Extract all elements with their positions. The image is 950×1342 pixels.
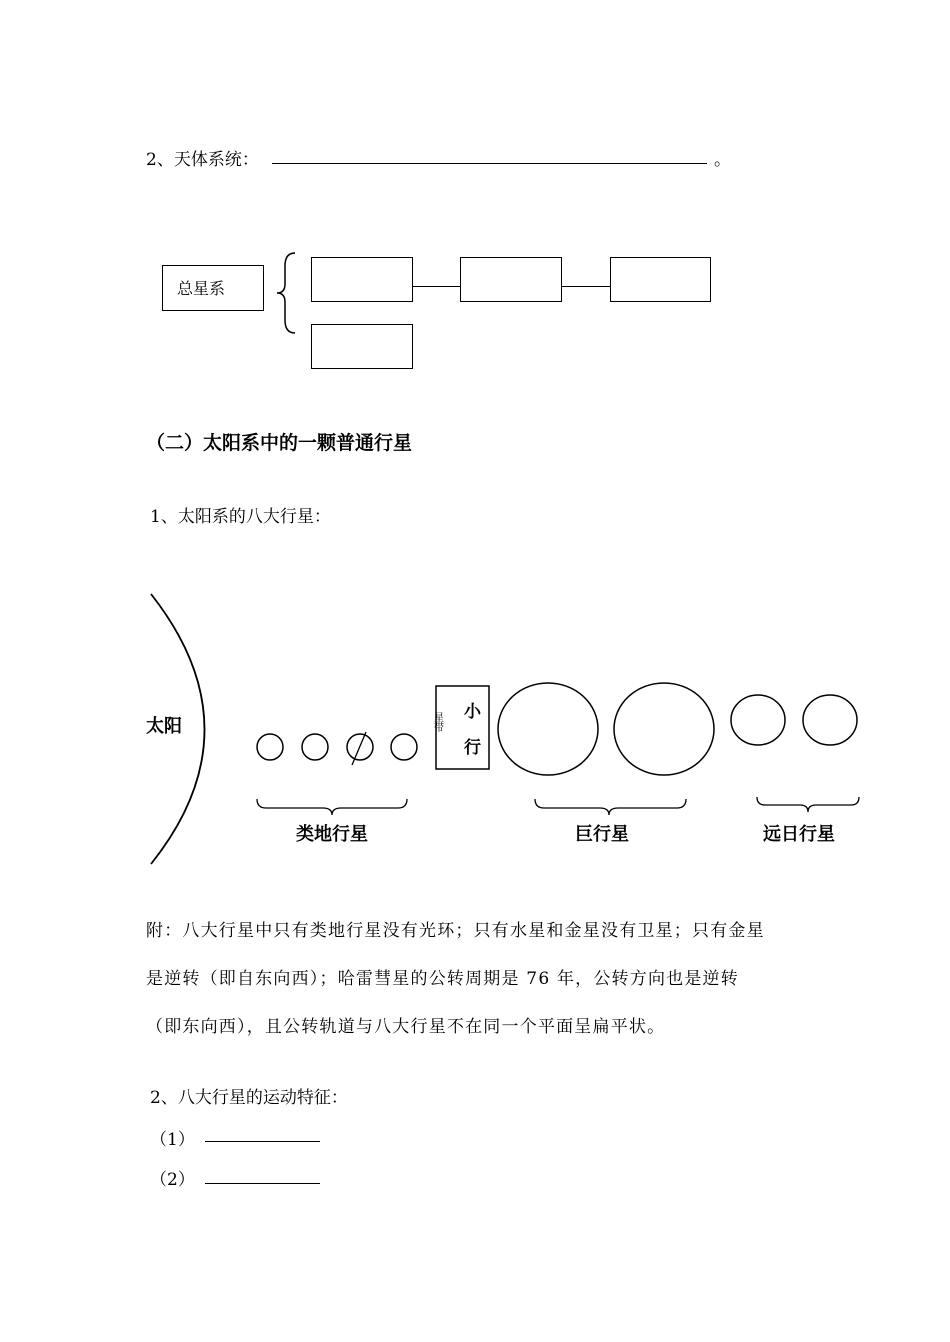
q2-label: 2、八大行星的运动特征： [150, 1088, 348, 1108]
section2-answer-line[interactable] [272, 163, 707, 164]
distant-brace [757, 797, 859, 812]
planet-jupiter [498, 683, 598, 775]
connector-1 [413, 286, 460, 287]
connector-2 [562, 286, 610, 287]
section2-label: 2、天体系统： [146, 150, 259, 170]
giant-brace [535, 799, 686, 815]
answer-box-4[interactable] [311, 324, 413, 369]
section-heading: （二）太阳系中的一颗普通行星 [146, 432, 413, 454]
planet-mars [391, 734, 417, 760]
note-line-2: 是逆转（即自东向西）；哈雷彗星的公转周期是 76 年，公转方向也是逆转 [146, 969, 739, 989]
note-line-3: （即东向西），且公转轨道与八大行星不在同一个平面呈扁平状。 [146, 1017, 666, 1037]
solar-system-diagram [0, 580, 950, 880]
planet-venus [302, 734, 328, 760]
answer-box-2[interactable] [460, 257, 562, 302]
planet-mercury [257, 734, 283, 760]
q2-item-1: （1） [150, 1130, 195, 1150]
distant-label: 远日行星 [763, 824, 835, 845]
planet-uranus [731, 695, 785, 745]
q1-label: 1、太阳系的八大行星： [150, 507, 331, 527]
q2-answer-line-2[interactable] [205, 1183, 320, 1184]
note-line-1: 附：八大行星中只有类地行星没有光环；只有水星和金星没有卫星；只有金星 [146, 921, 765, 941]
brace-icon [275, 250, 301, 336]
asteroid-belt-right-1: 小 [464, 702, 481, 722]
root-box [162, 265, 264, 311]
q2-item-2: （2） [150, 1170, 195, 1190]
q2-answer-line-1[interactable] [205, 1141, 320, 1142]
planet-neptune [803, 695, 857, 745]
planet-saturn [614, 683, 714, 775]
asteroid-belt-right-2: 行 [464, 738, 481, 758]
sun-label: 太阳 [146, 716, 182, 737]
asteroid-belt-box [436, 686, 489, 769]
terrestrial-brace [257, 799, 407, 815]
terrestrial-label: 类地行星 [296, 824, 368, 845]
answer-box-3[interactable] [610, 257, 711, 302]
asteroid-belt-left-text: 星带 [431, 712, 443, 732]
answer-box-1[interactable] [311, 257, 413, 302]
section2-end-mark: 。 [714, 150, 731, 170]
giant-label: 巨行星 [575, 824, 629, 845]
root-label: 总星系 [177, 279, 226, 298]
